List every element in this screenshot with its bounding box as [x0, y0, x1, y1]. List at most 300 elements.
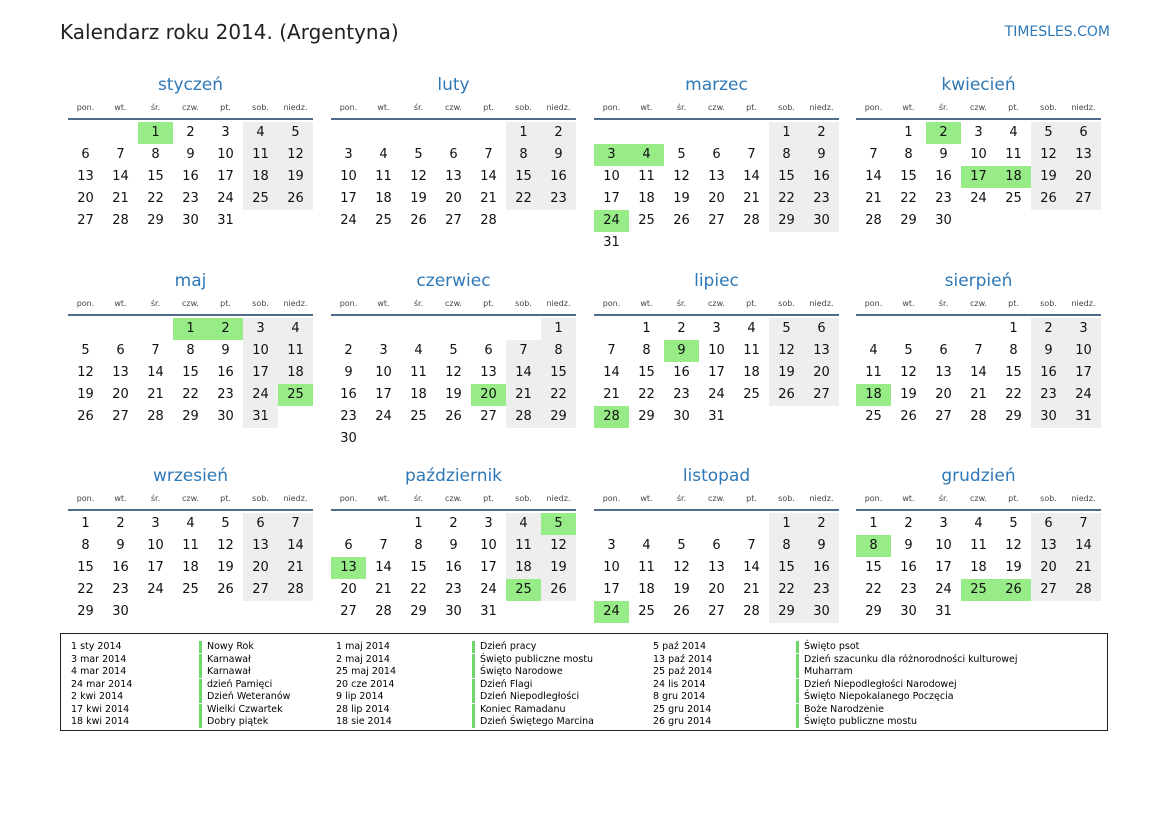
day-cell: 17: [480, 560, 497, 575]
day-cell: 26: [445, 409, 462, 424]
day-cell: 14: [743, 560, 760, 575]
day-cell: 12: [445, 365, 462, 380]
weekday-label: niedz.: [546, 103, 571, 112]
day-cell: 18: [182, 560, 199, 575]
weekday-label: niedz.: [1071, 103, 1096, 112]
day-cell: 29: [541, 406, 576, 428]
day-cell: 14: [1066, 535, 1101, 557]
holiday-day: 25: [278, 384, 313, 406]
weekday-label: pt.: [1008, 299, 1019, 308]
day-cell: 26: [541, 579, 576, 601]
day-cell: 7: [278, 513, 313, 535]
day-cell: 16: [673, 365, 690, 380]
empty-cell: [629, 513, 664, 535]
legend-date: 24 mar 2014: [71, 678, 133, 690]
weekday-label: niedz.: [546, 299, 571, 308]
day-cell: 2: [804, 513, 839, 535]
day-cell: 5: [769, 318, 804, 340]
day-cell: 22: [541, 384, 576, 406]
legend-date: 26 gru 2014: [653, 716, 712, 727]
day-cell: 3: [607, 538, 616, 553]
weekday-header: [68, 294, 313, 316]
weekday-header: [594, 489, 839, 511]
day-cell: 17: [375, 387, 392, 402]
day-cell: 14: [603, 365, 620, 380]
weekday-label: śr.: [150, 494, 161, 503]
day-cell: 27: [340, 604, 357, 619]
weekday-label: czw.: [970, 299, 987, 308]
day-cell: 30: [673, 409, 690, 424]
day-cell: 22: [147, 191, 164, 206]
day-cell: 19: [1005, 560, 1022, 575]
day-cell: 5: [414, 147, 423, 162]
legend-holiday-name: Święto Narodowe: [472, 666, 563, 678]
day-cell: 20: [340, 582, 357, 597]
day-cell: 19: [673, 582, 690, 597]
legend-holiday-name: Dzień szacunku dla różnorodności kulturowej: [796, 654, 1018, 666]
day-cell: 10: [708, 343, 725, 358]
weekday-label: sob.: [515, 494, 532, 503]
day-cell: 27: [804, 384, 839, 406]
weekday-label: sob.: [1040, 103, 1057, 112]
day-cell: 23: [1031, 384, 1066, 406]
day-cell: 13: [243, 535, 278, 557]
month-name: czerwiec: [416, 271, 491, 291]
day-cell: 23: [804, 188, 839, 210]
day-cell: 27: [1031, 579, 1066, 601]
day-cell: 12: [1005, 538, 1022, 553]
day-cell: 17: [147, 560, 164, 575]
legend-row: [653, 666, 1093, 679]
day-cell: 23: [804, 579, 839, 601]
weekday-label: czw.: [182, 494, 199, 503]
empty-cell: [366, 513, 401, 535]
day-cell: 11: [410, 365, 427, 380]
day-cell: 6: [712, 538, 721, 553]
holiday-day: 13: [331, 557, 366, 579]
day-cell: 23: [900, 582, 917, 597]
day-cell: 28: [112, 213, 129, 228]
day-cell: 17: [935, 560, 952, 575]
day-cell: 22: [1005, 387, 1022, 402]
day-cell: 27: [77, 213, 94, 228]
site-link[interactable]: TIMESLES.COM: [1004, 24, 1110, 40]
day-cell: 11: [375, 169, 392, 184]
weekday-label: pon.: [339, 299, 358, 308]
empty-cell: [699, 122, 734, 144]
day-cell: 10: [375, 365, 392, 380]
day-cell: 24: [708, 387, 725, 402]
weekday-label: niedz.: [809, 299, 834, 308]
day-cell: 4: [379, 147, 388, 162]
day-cell: 28: [970, 409, 987, 424]
weekday-label: pon.: [339, 494, 358, 503]
day-cell: 6: [712, 147, 721, 162]
day-cell: 14: [278, 535, 313, 557]
day-cell: 16: [804, 557, 839, 579]
day-cell: 18: [278, 362, 313, 384]
legend-date: 25 paź 2014: [653, 666, 713, 677]
day-cell: 26: [673, 604, 690, 619]
holiday-day: 2: [926, 122, 961, 144]
day-cell: 4: [243, 122, 278, 144]
legend-row: [653, 641, 1093, 654]
day-cell: 6: [81, 147, 90, 162]
day-cell: 3: [974, 125, 983, 140]
day-cell: 5: [677, 147, 686, 162]
day-cell: 13: [935, 365, 952, 380]
day-cell: 10: [147, 538, 164, 553]
day-cell: 12: [1031, 144, 1066, 166]
legend-holiday-name: Wielki Czwartek: [199, 704, 283, 716]
legend-date: 24 lis 2014: [653, 678, 706, 690]
day-cell: 6: [1031, 513, 1066, 535]
weekday-label: niedz.: [546, 494, 571, 503]
day-cell: 2: [344, 343, 353, 358]
day-cell: 24: [375, 409, 392, 424]
day-cell: 29: [77, 604, 94, 619]
weekday-label: śr.: [150, 103, 161, 112]
day-cell: 12: [278, 144, 313, 166]
day-cell: 2: [541, 122, 576, 144]
weekday-label: wt.: [377, 103, 390, 112]
day-cell: 27: [708, 604, 725, 619]
day-cell: 23: [673, 387, 690, 402]
day-cell: 20: [708, 191, 725, 206]
empty-cell: [594, 122, 629, 144]
day-cell: 21: [375, 582, 392, 597]
holiday-day: 25: [506, 579, 541, 601]
day-cell: 22: [865, 582, 882, 597]
day-cell: 20: [1066, 166, 1101, 188]
day-cell: 18: [410, 387, 427, 402]
day-grid: [68, 511, 313, 623]
legend-row: [653, 716, 1093, 729]
day-cell: 5: [81, 343, 90, 358]
weekday-label: pon.: [76, 299, 95, 308]
day-cell: 23: [935, 191, 952, 206]
weekday-label: sob.: [778, 494, 795, 503]
day-cell: 7: [116, 147, 125, 162]
weekday-label: pt.: [483, 103, 494, 112]
day-cell: 1: [642, 321, 651, 336]
weekday-label: śr.: [413, 103, 424, 112]
day-cell: 11: [1005, 147, 1022, 162]
day-cell: 22: [638, 387, 655, 402]
day-cell: 7: [1066, 513, 1101, 535]
weekday-label: sob.: [515, 299, 532, 308]
day-cell: 6: [939, 343, 948, 358]
day-cell: 25: [1005, 191, 1022, 206]
day-cell: 1: [414, 516, 423, 531]
weekday-label: pon.: [602, 299, 621, 308]
weekday-label: wt.: [114, 299, 127, 308]
day-cell: 8: [769, 535, 804, 557]
weekday-label: sob.: [778, 103, 795, 112]
day-cell: 20: [935, 387, 952, 402]
day-cell: 25: [638, 213, 655, 228]
day-cell: 19: [1031, 166, 1066, 188]
day-cell: 27: [112, 409, 129, 424]
day-cell: 5: [449, 343, 458, 358]
day-cell: 9: [904, 538, 913, 553]
holiday-day: 18: [996, 166, 1031, 188]
day-cell: 28: [278, 579, 313, 601]
legend-date: 5 paź 2014: [653, 641, 707, 652]
weekday-label: pt.: [220, 103, 231, 112]
day-cell: 21: [743, 191, 760, 206]
day-cell: 2: [449, 516, 458, 531]
day-cell: 31: [935, 604, 952, 619]
day-cell: 22: [77, 582, 94, 597]
day-cell: 25: [638, 604, 655, 619]
day-cell: 18: [638, 582, 655, 597]
day-cell: 28: [375, 604, 392, 619]
day-cell: 17: [340, 191, 357, 206]
day-cell: 16: [541, 166, 576, 188]
day-cell: 21: [865, 191, 882, 206]
day-cell: 12: [673, 560, 690, 575]
day-cell: 11: [182, 538, 199, 553]
day-grid: [594, 511, 839, 623]
day-cell: 27: [708, 213, 725, 228]
empty-cell: [68, 122, 103, 144]
day-cell: 30: [804, 601, 839, 623]
weekday-label: wt.: [377, 299, 390, 308]
day-cell: 30: [340, 431, 357, 446]
day-cell: 16: [900, 560, 917, 575]
day-cell: 30: [445, 604, 462, 619]
weekday-label: pon.: [864, 299, 883, 308]
day-cell: 20: [804, 362, 839, 384]
legend-date: 9 lip 2014: [336, 691, 384, 702]
weekday-header: [856, 98, 1101, 120]
day-grid: [594, 316, 839, 428]
day-cell: 15: [506, 166, 541, 188]
weekday-label: pon.: [339, 103, 358, 112]
day-cell: 21: [1066, 557, 1101, 579]
day-cell: 15: [77, 560, 94, 575]
legend-row: [336, 679, 596, 692]
legend-row: [336, 641, 596, 654]
day-cell: 25: [243, 188, 278, 210]
legend-holiday-name: Nowy Rok: [199, 641, 254, 653]
empty-cell: [436, 122, 471, 144]
holiday-day: 4: [629, 144, 664, 166]
day-cell: 28: [865, 213, 882, 228]
day-cell: 7: [869, 147, 878, 162]
legend-row: [653, 654, 1093, 667]
day-cell: 15: [638, 365, 655, 380]
day-cell: 20: [708, 582, 725, 597]
day-cell: 3: [379, 343, 388, 358]
weekday-label: niedz.: [283, 103, 308, 112]
day-cell: 12: [217, 538, 234, 553]
day-cell: 29: [769, 601, 804, 623]
day-cell: 26: [673, 213, 690, 228]
day-cell: 12: [900, 365, 917, 380]
day-cell: 26: [217, 582, 234, 597]
day-cell: 28: [743, 604, 760, 619]
legend-row: [336, 654, 596, 667]
day-cell: 8: [414, 538, 423, 553]
day-grid: [68, 316, 313, 428]
day-cell: 22: [410, 582, 427, 597]
day-cell: 5: [1009, 516, 1018, 531]
day-cell: 10: [340, 169, 357, 184]
day-cell: 10: [603, 169, 620, 184]
day-cell: 24: [217, 191, 234, 206]
day-cell: 24: [1066, 384, 1101, 406]
day-cell: 12: [77, 365, 94, 380]
day-cell: 14: [743, 169, 760, 184]
day-cell: 13: [708, 560, 725, 575]
day-cell: 21: [278, 557, 313, 579]
weekday-label: sob.: [1040, 494, 1057, 503]
legend-column: [653, 641, 1093, 729]
month-5: [331, 268, 576, 450]
legend-date: 3 mar 2014: [71, 653, 127, 665]
legend-date: 25 gru 2014: [653, 703, 712, 715]
weekday-label: sob.: [252, 103, 269, 112]
day-cell: 30: [112, 604, 129, 619]
holiday-day: 1: [138, 122, 173, 144]
day-cell: 18: [638, 191, 655, 206]
weekday-label: wt.: [377, 494, 390, 503]
weekday-label: śr.: [413, 299, 424, 308]
empty-cell: [366, 318, 401, 340]
holiday-day: 18: [856, 384, 891, 406]
empty-cell: [331, 318, 366, 340]
day-cell: 12: [410, 169, 427, 184]
day-cell: 2: [677, 321, 686, 336]
weekday-label: pt.: [746, 103, 757, 112]
legend-holiday-name: Koniec Ramadanu: [472, 704, 566, 716]
day-cell: 6: [449, 147, 458, 162]
holiday-day: 17: [961, 166, 996, 188]
weekday-label: niedz.: [1071, 299, 1096, 308]
day-cell: 11: [743, 343, 760, 358]
day-cell: 21: [506, 384, 541, 406]
weekday-label: śr.: [150, 299, 161, 308]
day-cell: 21: [603, 387, 620, 402]
holiday-legend: [60, 633, 1108, 731]
day-cell: 1: [869, 516, 878, 531]
legend-date: 1 maj 2014: [336, 641, 390, 652]
weekday-header: [331, 489, 576, 511]
day-cell: 22: [182, 387, 199, 402]
weekday-label: śr.: [676, 299, 687, 308]
weekday-label: wt.: [902, 494, 915, 503]
legend-column: [71, 641, 331, 729]
day-cell: 26: [769, 384, 804, 406]
empty-cell: [594, 318, 629, 340]
day-cell: 15: [865, 560, 882, 575]
day-cell: 12: [769, 340, 804, 362]
day-cell: 15: [541, 362, 576, 384]
day-cell: 30: [182, 213, 199, 228]
day-cell: 13: [1031, 535, 1066, 557]
day-cell: 6: [484, 343, 493, 358]
day-cell: 4: [278, 318, 313, 340]
day-cell: 18: [243, 166, 278, 188]
day-cell: 27: [445, 213, 462, 228]
weekday-label: pt.: [1008, 103, 1019, 112]
day-cell: 29: [900, 213, 917, 228]
month-2: [594, 72, 839, 254]
day-cell: 4: [414, 343, 423, 358]
weekday-label: pon.: [864, 494, 883, 503]
day-grid: [856, 511, 1101, 623]
month-name: październik: [404, 466, 503, 486]
day-cell: 27: [480, 409, 497, 424]
legend-holiday-name: Święto psot: [796, 641, 859, 653]
day-cell: 9: [1031, 340, 1066, 362]
weekday-label: czw.: [708, 103, 725, 112]
legend-date: 25 maj 2014: [336, 666, 397, 677]
day-cell: 5: [1031, 122, 1066, 144]
day-cell: 14: [375, 560, 392, 575]
day-cell: 20: [1031, 557, 1066, 579]
weekday-label: śr.: [676, 494, 687, 503]
day-cell: 8: [769, 144, 804, 166]
weekday-label: niedz.: [1071, 494, 1096, 503]
day-cell: 30: [1031, 406, 1066, 428]
day-cell: 29: [147, 213, 164, 228]
holiday-day: 8: [856, 535, 891, 557]
weekday-header: [68, 489, 313, 511]
month-6: [594, 268, 839, 428]
month-1: [331, 72, 576, 232]
day-cell: 4: [506, 513, 541, 535]
day-cell: 18: [506, 557, 541, 579]
weekday-label: wt.: [902, 103, 915, 112]
day-cell: 9: [449, 538, 458, 553]
day-cell: 8: [151, 147, 160, 162]
day-cell: 16: [112, 560, 129, 575]
legend-date: 17 kwi 2014: [71, 703, 130, 715]
empty-cell: [856, 122, 891, 144]
weekday-header: [856, 294, 1101, 316]
day-cell: 10: [217, 147, 234, 162]
holiday-day: 28: [594, 406, 629, 428]
day-cell: 2: [904, 516, 913, 531]
legend-holiday-name: Karnawał: [199, 654, 251, 666]
weekday-label: sob.: [1040, 299, 1057, 308]
month-3: [856, 72, 1101, 232]
day-cell: 25: [865, 409, 882, 424]
day-cell: 16: [445, 560, 462, 575]
empty-cell: [699, 513, 734, 535]
day-cell: 28: [743, 213, 760, 228]
day-cell: 21: [147, 387, 164, 402]
day-cell: 19: [217, 560, 234, 575]
day-cell: 15: [182, 365, 199, 380]
day-cell: 30: [217, 409, 234, 424]
month-7: [856, 268, 1101, 428]
day-cell: 23: [445, 582, 462, 597]
empty-cell: [506, 318, 541, 340]
day-cell: 9: [344, 365, 353, 380]
day-cell: 30: [804, 210, 839, 232]
month-4: [68, 268, 313, 428]
empty-cell: [594, 513, 629, 535]
weekday-label: pon.: [602, 494, 621, 503]
day-cell: 4: [747, 321, 756, 336]
day-cell: 20: [77, 191, 94, 206]
weekday-header: [68, 98, 313, 120]
day-cell: 13: [445, 169, 462, 184]
